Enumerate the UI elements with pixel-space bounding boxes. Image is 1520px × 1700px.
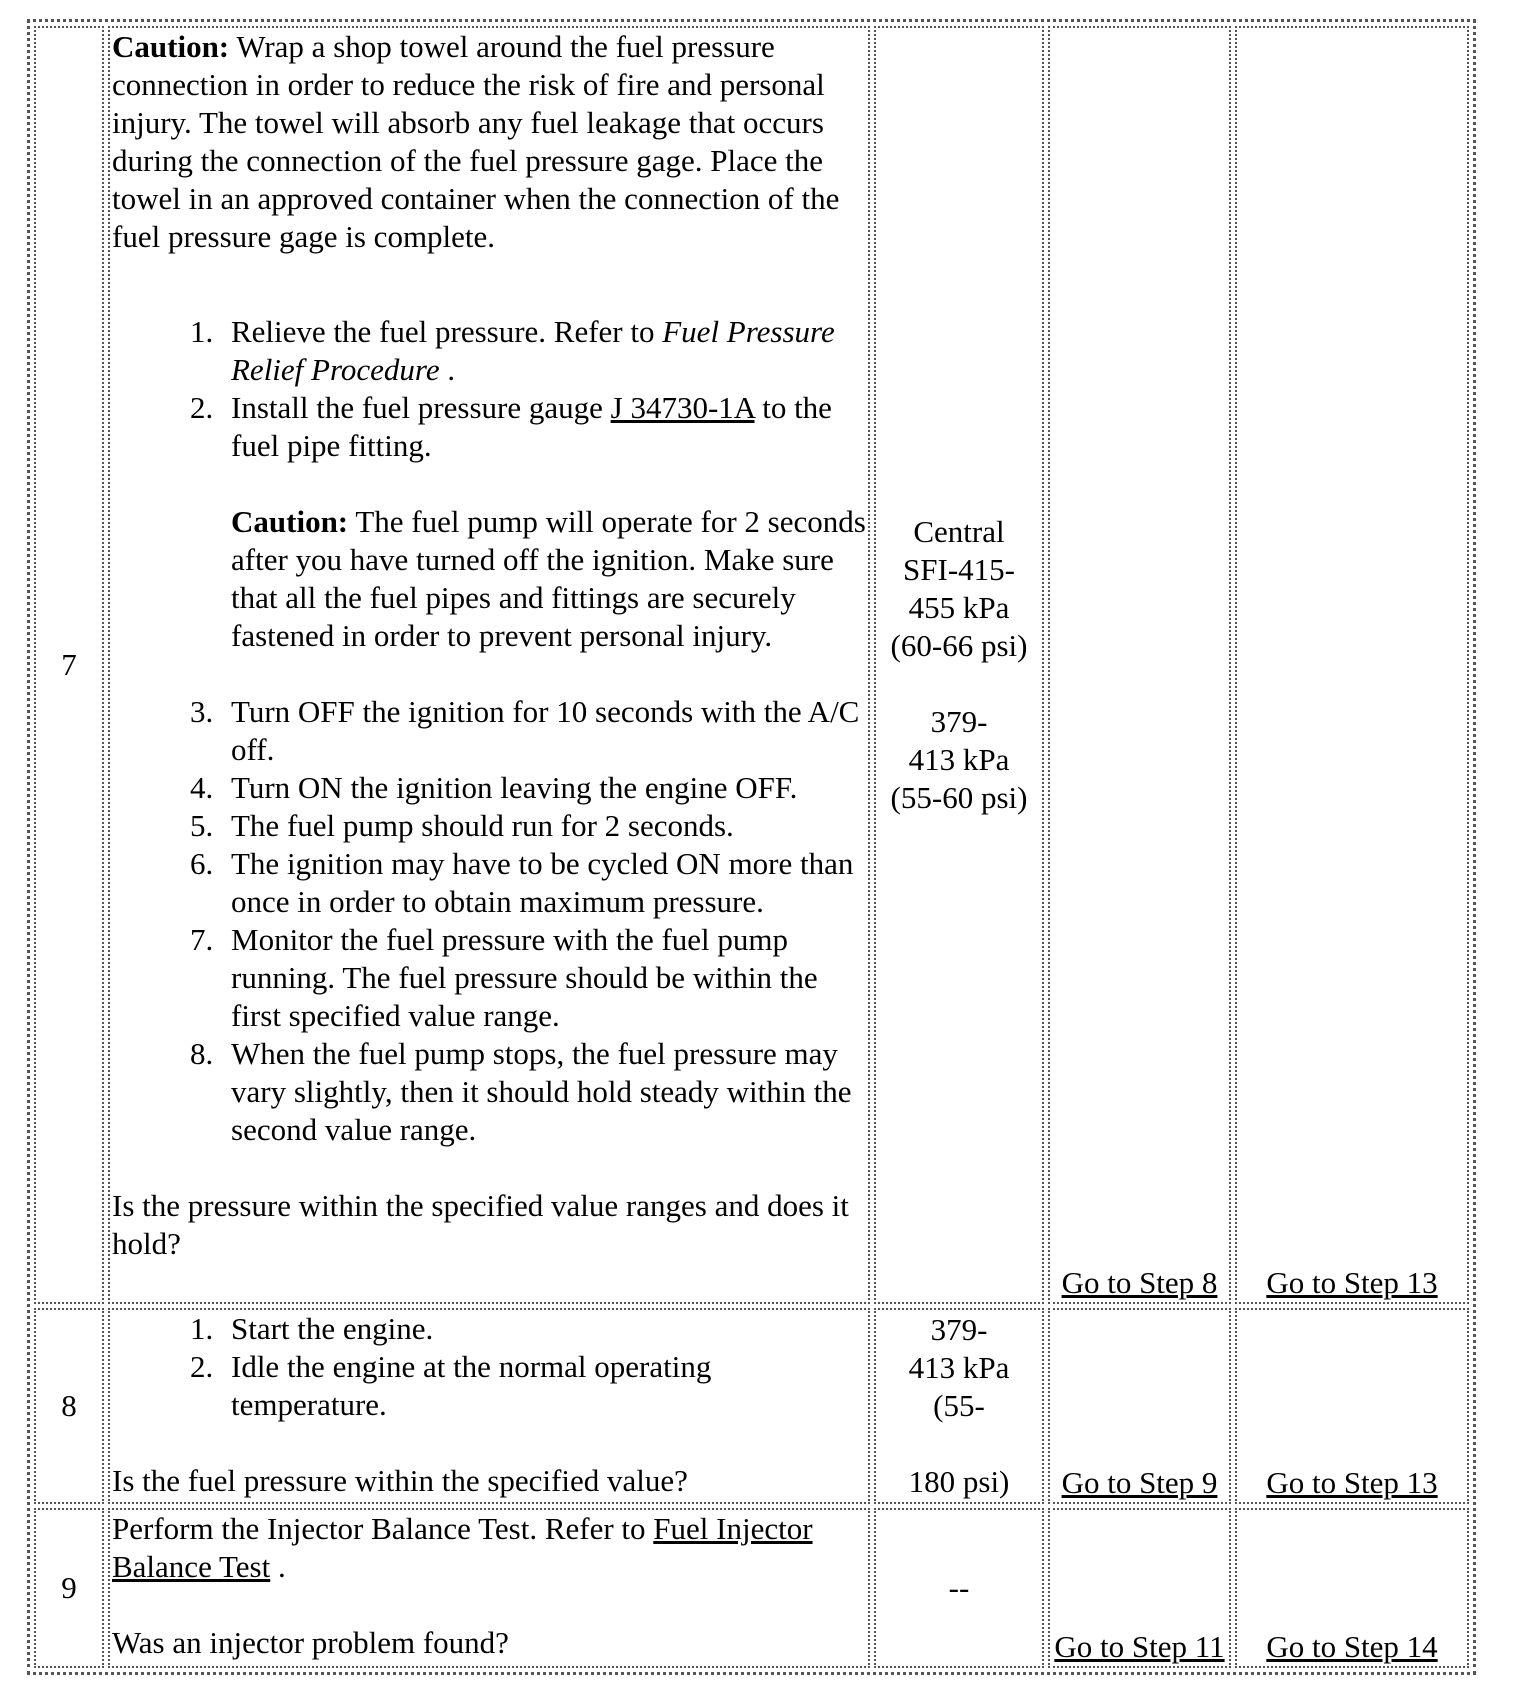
spec-line: 413 kPa: [908, 742, 1010, 777]
spec-line: 379-: [930, 704, 988, 739]
spec-line: Central: [913, 514, 1005, 549]
question-text: Is the pressure within the specified value ranges and does it hold?: [112, 1188, 849, 1261]
action-cell: [108, 1308, 870, 1504]
no-cell: [1235, 26, 1469, 1304]
spec-line: 413 kPa: [908, 1350, 1010, 1385]
table-row-step-7: [34, 26, 1469, 1304]
inner-caution-note: [231, 503, 866, 655]
step-number: 8: [34, 1308, 104, 1504]
go-to-step-9-link[interactable]: Go to Step 9: [1061, 1465, 1218, 1500]
list-item: 4. Turn ON the ignition leaving the engine OFF.: [221, 769, 866, 807]
caution-text: Wrap a shop towel around the fuel pressure connection in order to reduce the risk of fire and personal injury. The towel will absorb any fuel leakage that occurs during the connection of the fuel pressure gage. Place the towel in an approved container when the connection of the fuel pressure gage is complete.: [112, 29, 840, 254]
go-to-step-13-link[interactable]: Go to Step 13: [1266, 1265, 1438, 1300]
procedure-reference: Fuel Pressure Relief Procedure: [231, 314, 835, 387]
go-to-step-8-link[interactable]: Go to Step 8: [1061, 1265, 1218, 1300]
yes-cell: [1048, 26, 1231, 1304]
list-item: 3. Turn OFF the ignition for 10 seconds with the A/C off.: [221, 693, 866, 769]
diagnostic-table: [27, 19, 1476, 1675]
go-to-step-14-link[interactable]: Go to Step 14: [1266, 1629, 1438, 1664]
list-item: 7. Monitor the fuel pressure with the fuel pump running. The fuel pressure should be within the first specified value range.: [221, 921, 866, 1035]
injector-balance-test-link[interactable]: Fuel Injector Balance Test: [112, 1511, 813, 1584]
question-text: Is the fuel pressure within the specified value?: [112, 1463, 688, 1498]
procedure-list: [112, 1310, 866, 1424]
list-item: 1. Relieve the fuel pressure. Refer to Fuel Pressure Relief Procedure .: [221, 313, 866, 389]
question-text: Was an injector problem found?: [112, 1625, 509, 1660]
list-item: 5. The fuel pump should run for 2 seconds.: [221, 807, 866, 845]
action-cell: [108, 26, 870, 1304]
tool-link-j34730[interactable]: J 34730-1A: [610, 390, 755, 425]
table-row-step-8: [34, 1308, 1469, 1504]
spec-line: SFI-415-: [903, 552, 1015, 587]
no-cell: [1235, 1308, 1469, 1504]
spec-line: (55-60 psi): [890, 780, 1028, 815]
caution-label: Caution:: [112, 29, 230, 64]
list-item: 1. Start the engine.: [221, 1310, 866, 1348]
spec-line: (55-: [933, 1388, 985, 1423]
go-to-step-11-link[interactable]: Go to Step 11: [1054, 1629, 1225, 1664]
list-item: 8. When the fuel pump stops, the fuel pressure may vary slightly, then it should hold steady within the second value range.: [221, 1035, 866, 1149]
action-cell: [108, 1508, 870, 1668]
no-cell: [1235, 1508, 1469, 1668]
caution-note: [112, 28, 866, 256]
specification-cell: --: [874, 1508, 1044, 1668]
go-to-step-13-link[interactable]: Go to Step 13: [1266, 1465, 1438, 1500]
yes-cell: [1048, 1308, 1231, 1504]
procedure-list: [112, 313, 866, 1149]
specification-cell: [874, 26, 1044, 1304]
spec-line: 379-: [930, 1312, 988, 1347]
instruction-text: Perform the Injector Balance Test. Refer to Fuel Injector Balance Test .: [112, 1511, 813, 1584]
spec-line: 180 psi): [908, 1464, 1010, 1499]
list-item: 2. Install the fuel pressure gauge J 34730-1A to the fuel pipe fitting. Caution: The fuel pump will operate for 2 seconds after you have turned off the ignition. Make sure that all the fuel pipes and fittings are securely fastened in order to prevent personal injury.: [221, 389, 866, 655]
specification-cell: [874, 1308, 1044, 1504]
caution-label: Caution:: [231, 504, 349, 539]
table-row-step-9: [34, 1508, 1469, 1668]
spec-line: 455 kPa: [908, 590, 1010, 625]
list-item: 2. Idle the engine at the normal operating temperature.: [221, 1348, 866, 1424]
caution-text: The fuel pump will operate for 2 seconds after you have turned off the ignition. Make sure that all the fuel pipes and fittings are securely fastened in order to prevent personal injury.: [231, 504, 866, 653]
spec-line: (60-66 psi): [890, 628, 1028, 663]
step-number: 9: [34, 1508, 104, 1668]
step-number: 7: [34, 26, 104, 1304]
list-item: 6. The ignition may have to be cycled ON more than once in order to obtain maximum pressure.: [221, 845, 866, 921]
yes-cell: [1048, 1508, 1231, 1668]
